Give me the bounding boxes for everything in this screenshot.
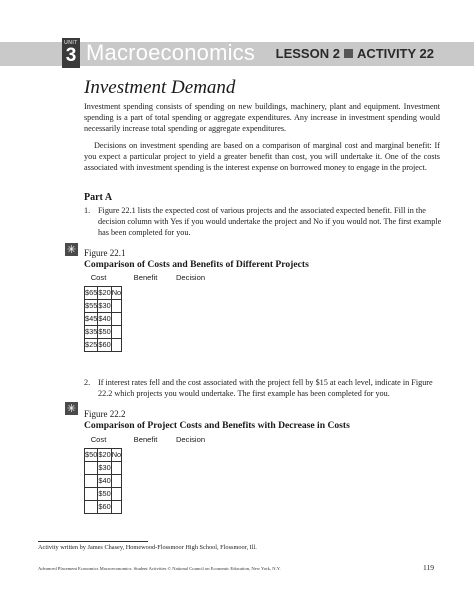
footnote-divider [38, 541, 148, 542]
unit-badge [62, 38, 80, 68]
author-footnote: Activity written by James Chasey, Homewood-Flossmoor High School, Flossmoor, Ill. [38, 544, 257, 551]
cost-cell[interactable] [85, 488, 98, 501]
unit-label: UNIT [64, 40, 78, 46]
table-row [85, 488, 122, 501]
table-row [85, 475, 122, 488]
figure-title: Comparison of Project Costs and Benefits with Decrease in Costs [84, 420, 350, 431]
column-header-decision: Decision [175, 273, 206, 282]
table-row [85, 462, 122, 475]
column-header-cost: Cost [90, 435, 107, 444]
cost-cell: $35 [85, 326, 98, 339]
decision-cell[interactable] [111, 462, 121, 475]
figure-asterisk-icon: ✳ [66, 243, 77, 256]
decision-cell[interactable] [111, 326, 121, 339]
decision-cell[interactable]: No [111, 449, 121, 462]
cost-cell: $25 [85, 339, 98, 352]
figure-asterisk-icon: ✳ [66, 402, 77, 415]
cost-cell[interactable]: $50 [85, 449, 98, 462]
benefit-cell: $50 [98, 326, 111, 339]
column-header-benefit: Benefit [133, 435, 158, 444]
cost-cell[interactable] [85, 501, 98, 514]
data-grid [84, 286, 122, 352]
question-number: 2. [84, 378, 91, 387]
lesson-label: LESSON 2 [275, 46, 340, 61]
figure-label: Figure 22.2 [84, 409, 126, 419]
decision-cell[interactable] [111, 339, 121, 352]
decision-cell[interactable] [111, 488, 121, 501]
decision-cell[interactable] [111, 300, 121, 313]
question-number: 1. [84, 206, 91, 215]
page-title: Investment Demand [84, 77, 236, 98]
subject-title: Macroeconomics [86, 40, 256, 65]
cost-cell: $65 [85, 287, 98, 300]
copyright-footer: Advanced Placement Economics Macroeconomics: Student Activities © National Council on Economic Education, New York, N.Y. [38, 566, 281, 571]
figure-title: Comparison of Costs and Benefits of Different Projects [84, 259, 309, 270]
table-row [85, 313, 122, 326]
lesson-activity-label [276, 46, 434, 62]
table-row [85, 326, 122, 339]
question-1 [84, 205, 442, 238]
benefit-cell: $60 [98, 501, 111, 514]
page-number: 119 [423, 563, 434, 572]
column-header-decision: Decision [175, 435, 206, 444]
column-header-cost: Cost [90, 273, 107, 282]
table-row [85, 449, 122, 462]
cost-cell[interactable] [85, 462, 98, 475]
decision-cell[interactable]: No [111, 287, 121, 300]
activity-label: ACTIVITY 22 [356, 46, 434, 61]
benefit-cell: $60 [98, 339, 111, 352]
decision-cell[interactable] [111, 313, 121, 326]
figure-label: Figure 22.1 [84, 248, 126, 258]
cost-cell: $55 [85, 300, 98, 313]
decision-cell[interactable] [111, 501, 121, 514]
benefit-cell: $20 [98, 287, 111, 300]
part-a-heading: Part A [84, 192, 113, 203]
benefit-cell: $40 [98, 313, 111, 326]
cost-cell: $45 [85, 313, 98, 326]
unit-number: 3 [65, 45, 77, 66]
table-row [85, 287, 122, 300]
column-header-benefit: Benefit [133, 273, 158, 282]
intro-paragraph: Investment spending consists of spending on new buildings, machinery, plant and equipment. Investment spending is a part of total spending or aggregate expenditures. Any increase in investment spending would necessarily increase total spending or aggregate expenditures. [84, 102, 440, 133]
cost-cell[interactable] [85, 475, 98, 488]
benefit-cell: $50 [98, 488, 111, 501]
benefit-cell: $40 [98, 475, 111, 488]
table-row [85, 300, 122, 313]
question-text: Figure 22.1 lists the expected cost of various projects and the associated expected benefit. Fill in the decision column with Yes if you would undertake the project and No if you would not. The first example has been completed for you. [98, 206, 442, 237]
question-2 [84, 377, 442, 399]
data-grid [84, 448, 122, 514]
question-text: If interest rates fell and the cost associated with the project fell by $15 at each level, indicate in Figure 22.2 which projects you would undertake. The first example has been completed for you. [98, 378, 433, 398]
table-row [85, 501, 122, 514]
benefit-cell: $30 [98, 300, 111, 313]
benefit-cell: $20 [98, 449, 111, 462]
decision-cell[interactable] [111, 475, 121, 488]
benefit-cell: $30 [98, 462, 111, 475]
square-separator-icon [344, 49, 353, 58]
decision-paragraph: Decisions on investment spending are based on a comparison of marginal cost and marginal benefit: If you expect a particular project to yield a greater benefit than cost, you will undertake it. One of the costs associated with investment spending is the interest expense on borrowed money to engage in the project. [84, 141, 440, 172]
table-row [85, 339, 122, 352]
